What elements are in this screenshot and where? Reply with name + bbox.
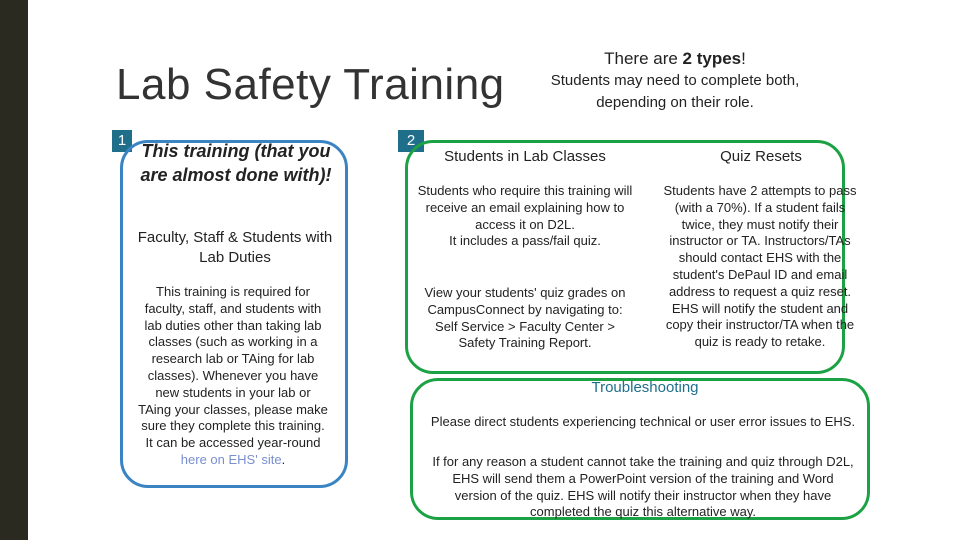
students-in-lab-classes-body-2: It includes a pass/fail quiz. [449, 233, 601, 249]
slide-title: Lab Safety Training [116, 60, 505, 109]
troubleshooting-body-2: If for any reason a student cannot take the training and quiz through D2L, EHS will send them a PowerPoint version of the training and Word version of the quiz. EHS will notify their instructor when they have completed the quiz this alternative way. [432, 454, 854, 520]
quiz-grades-info [416, 285, 634, 352]
students-in-lab-classes-body-4: Self Service > Faculty Center > Safety Training Report. [435, 318, 615, 351]
troubleshooting-heading: Troubleshooting [591, 379, 699, 396]
number-badge-2: 2 [398, 130, 424, 152]
subtitle-line-3: depending on their role. [596, 94, 754, 111]
left-panel-subheading: Faculty, Staff & Students with Lab Duties [137, 229, 333, 266]
students-in-lab-classes-body-1: Students who require this training will receive an email explaining how to access it on D2L. [417, 183, 633, 232]
subtitle-prefix: There are [604, 49, 683, 68]
ehs-site-link[interactable]: here on EHS' site [180, 451, 282, 467]
quiz-resets-body: Students have 2 attempts to pass (with a 70%). If a student fails twice, they must notify their instructor or TA. Instructors/TAs should contact EHS with the student's DePaul ID and email address to request a quiz reset. EHS will notify the student and copy their instructor/TA when the quiz is ready to retake. [663, 183, 857, 350]
left-panel-body [138, 284, 328, 469]
subtitle-line-2: Students may need to complete both, [550, 72, 800, 89]
subtitle-suffix: ! [741, 49, 746, 68]
quiz-resets-heading: Quiz Resets [720, 148, 802, 165]
left-panel-body-text: This training is required for faculty, staff, and students with lab duties other than taking lab classes (such as working in a research lab or TAing for lab classes). Whenever you have new students in your lab or TAing your classes, please make sure they complete this training. It can be accessed year-round [138, 284, 328, 451]
subtitle-line-1 [510, 48, 840, 70]
number-badge-1: 1 [112, 130, 132, 152]
students-in-lab-classes-heading: Students in Lab Classes [444, 148, 606, 165]
subtitle [510, 48, 840, 114]
subtitle-bold: 2 types [682, 49, 742, 68]
sidebar-bar [0, 0, 28, 540]
students-in-lab-classes-info [416, 183, 634, 250]
troubleshooting-body-1: Please direct students experiencing technical or user error issues to EHS. [430, 414, 856, 429]
students-in-lab-classes-body-3: View your students' quiz grades on CampusConnect by navigating to: [424, 285, 626, 317]
left-panel-body-end: . [281, 451, 286, 467]
left-panel-heading: This training (that you are almost done with)! [140, 141, 332, 185]
